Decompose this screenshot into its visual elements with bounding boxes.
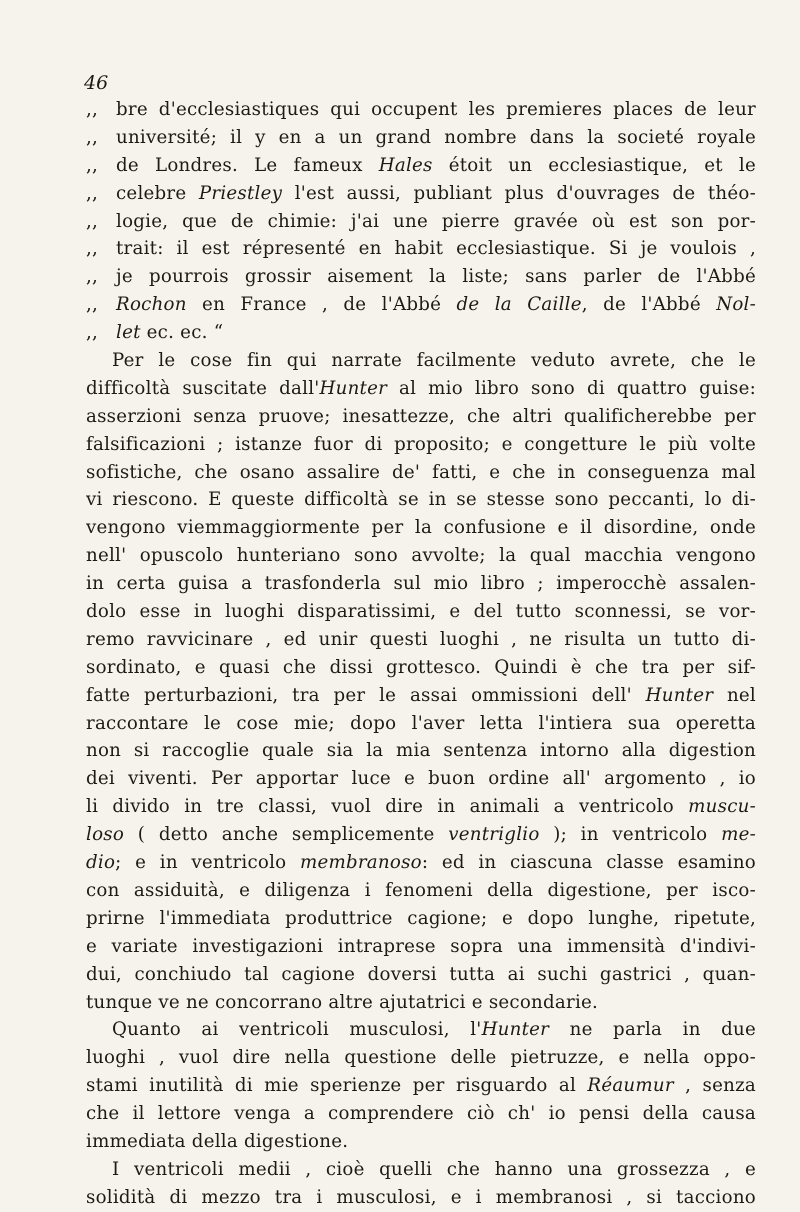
text-segment: luoghi , vuol dire nella questione delle pietruzze, e nella oppo-: [86, 1047, 756, 1069]
text-segment: ec. ec. “: [140, 322, 224, 344]
text-segment: , de l'Abbé: [581, 294, 717, 316]
quote-mark: ,,: [86, 182, 99, 204]
text-line: [86, 152, 756, 180]
text-line: [86, 263, 756, 291]
text-line: [86, 96, 756, 124]
text-line: [86, 1016, 756, 1044]
text-segment: e variate investigazioni intraprese sopra una immensità d'indivi-: [86, 935, 756, 957]
text-line: [86, 124, 756, 152]
page-number: 46: [84, 72, 109, 94]
text-line: [86, 905, 756, 933]
text-segment: ); in ventricolo: [539, 824, 722, 846]
text-line: [86, 235, 756, 263]
text-line: [86, 654, 756, 682]
quote-mark: ,,: [86, 322, 99, 344]
text-segment: difficoltà suscitate dall': [86, 377, 320, 399]
italic-text: Réaumur: [587, 1075, 674, 1097]
text-segment: Quanto ai ventricoli musculosi, l': [112, 1019, 482, 1041]
text-line: [86, 821, 756, 849]
text-line: [86, 403, 756, 431]
text-line: [86, 486, 756, 514]
text-segment: je pourrois grossir aisement la liste; sans parler de l'Abbé: [116, 266, 756, 288]
italic-text: Rochon: [116, 294, 187, 316]
text-segment: : ed in ciascuna classe esamino: [421, 852, 756, 874]
text-segment: dolo esse in luoghi disparatissimi, e del tutto sconnessi, se vor-: [86, 601, 756, 623]
text-line: [86, 570, 756, 598]
text-line: [86, 375, 756, 403]
italic-text: Hunter: [481, 1019, 550, 1041]
quote-mark: ,,: [86, 266, 99, 288]
text-segment: in certa guisa a trasfonderla sul mio libro ; imperocchè assalen-: [86, 573, 756, 595]
text-segment: logie, que de chimie: j'ai une pierre gravée où est son por-: [116, 210, 756, 232]
text-segment: non si raccoglie quale sia la mia sentenza intorno alla digestion: [86, 740, 756, 762]
text-segment: université; il y en a un grand nombre dans la societé royale: [116, 126, 756, 148]
italic-text: let: [116, 322, 141, 344]
quote-mark: ,,: [86, 294, 99, 316]
text-segment: immediata della digestione.: [86, 1130, 349, 1152]
text-segment: , senza: [673, 1075, 756, 1097]
text-segment: vi riescono. E queste difficoltà se in se stesse sono peccanti, lo di-: [86, 489, 756, 511]
text-line: [86, 1184, 756, 1212]
italic-text: loso: [86, 824, 125, 846]
text-line: [86, 626, 756, 654]
text-line: [86, 208, 756, 236]
text-line: [86, 737, 756, 765]
text-line: [86, 514, 756, 542]
text-line: [86, 180, 756, 208]
text-segment: dei viventi. Per apportar luce e buon ordine all' argomento , io: [86, 768, 756, 790]
text-segment: l'est aussi, publiant plus d'ouvrages de théo-: [282, 182, 756, 204]
text-segment: sofistiche, che osano assalire de' fatti, e che in conseguenza mal: [86, 461, 756, 483]
text-segment: I ventricoli medii , cioè quelli che hanno una grossezza , e: [112, 1158, 756, 1180]
text-segment: vengono viemmaggiormente per la confusione e il disordine, onde: [86, 517, 756, 539]
italic-text: Hunter: [319, 377, 388, 399]
text-segment: che il lettore venga a comprendere ciò ch' io pensi della causa: [86, 1103, 756, 1125]
italic-text: membranoso: [299, 852, 422, 874]
italic-text: dio: [86, 852, 116, 874]
italic-text: me-: [721, 824, 756, 846]
text-line: [86, 765, 756, 793]
italic-text: Hunter: [645, 684, 714, 706]
text-line: [86, 1072, 756, 1100]
text-segment: fatte perturbazioni, tra per le assai ommissioni dell': [86, 684, 646, 706]
quote-mark: ,,: [86, 126, 99, 148]
text-segment: raccontare le cose mie; dopo l'aver letta l'intiera sua operetta: [86, 712, 756, 734]
text-segment: falsificazioni ; istanze fuor di proposito; e congetture le più volte: [86, 433, 756, 455]
text-segment: de Londres. Le fameux: [116, 154, 379, 176]
text-line: [86, 291, 756, 319]
quote-mark: ,,: [86, 154, 99, 176]
text-segment: ne parla in due: [549, 1019, 756, 1041]
text-segment: sordinato, e quasi che dissi grottesco. Quindi è che tra per sif-: [86, 656, 756, 678]
text-segment: ; e in ventricolo: [115, 852, 300, 874]
italic-text: ventriglio: [448, 824, 540, 846]
text-segment: solidità di mezzo tra i musculosi, e i membranosi , si tacciono: [86, 1186, 756, 1208]
text-segment: ( detto anche semplicemente: [124, 824, 449, 846]
italic-text: Priestley: [198, 182, 283, 204]
text-segment: li divido in tre classi, vuol dire in animali a ventricolo: [86, 796, 689, 818]
italic-text: muscu-: [688, 796, 756, 818]
text-line: [86, 1044, 756, 1072]
text-line: [86, 877, 756, 905]
text-segment: remo ravvicinare , ed unir questi luoghi , ne risulta un tutto di-: [86, 628, 756, 650]
text-line: [86, 793, 756, 821]
text-segment: Per le cose fin qui narrate facilmente veduto avrete, che le: [112, 350, 756, 372]
italic-text: Nol-: [716, 294, 756, 316]
text-line: [86, 319, 756, 347]
italic-text: de la Caille: [456, 294, 582, 316]
text-line: [86, 961, 756, 989]
text-line: [86, 598, 756, 626]
text-segment: prirne l'immediata produttrice cagione; e dopo lunghe, ripetute,: [86, 907, 756, 929]
text-line: [86, 1100, 756, 1128]
body-text: [86, 96, 756, 1212]
quote-mark: ,,: [86, 99, 99, 120]
text-segment: celebre: [116, 182, 199, 204]
text-segment: asserzioni senza pruove; inesattezze, che altri qualificherebbe per: [86, 405, 756, 427]
text-line: [86, 933, 756, 961]
text-segment: bre d'ecclesiastiques qui occupent les premieres places de leur: [116, 99, 756, 120]
text-segment: stami inutilità di mie sperienze per risguardo al: [86, 1075, 588, 1097]
text-segment: con assiduità, e diligenza i fenomeni della digestione, per isco-: [86, 879, 756, 901]
italic-text: Hales: [378, 154, 433, 176]
text-segment: nell' opuscolo hunteriano sono avvolte; la qual macchia vengono: [86, 545, 756, 567]
text-segment: nel: [713, 684, 756, 706]
text-segment: dui, conchiudo tal cagione doversi tutta ai suchi gastrici , quan-: [86, 963, 756, 985]
text-line: [86, 542, 756, 570]
quote-mark: ,,: [86, 238, 99, 260]
text-line: [86, 989, 756, 1017]
text-line: [86, 1156, 756, 1184]
text-segment: en France , de l'Abbé: [186, 294, 457, 316]
quote-mark: ,,: [86, 210, 99, 232]
text-line: [86, 682, 756, 710]
text-segment: trait: il est répresenté en habit ecclesiastique. Si je voulois ,: [116, 238, 756, 260]
text-line: [86, 1128, 756, 1156]
text-segment: étoit un ecclesiastique, et le: [432, 154, 756, 176]
text-line: [86, 710, 756, 738]
text-line: [86, 849, 756, 877]
text-line: [86, 459, 756, 487]
text-segment: al mio libro sono di quattro guise:: [387, 377, 756, 399]
text-line: [86, 431, 756, 459]
text-line: [86, 347, 756, 375]
text-segment: tunque ve ne concorrano altre ajutatrici e secondarie.: [86, 991, 599, 1013]
